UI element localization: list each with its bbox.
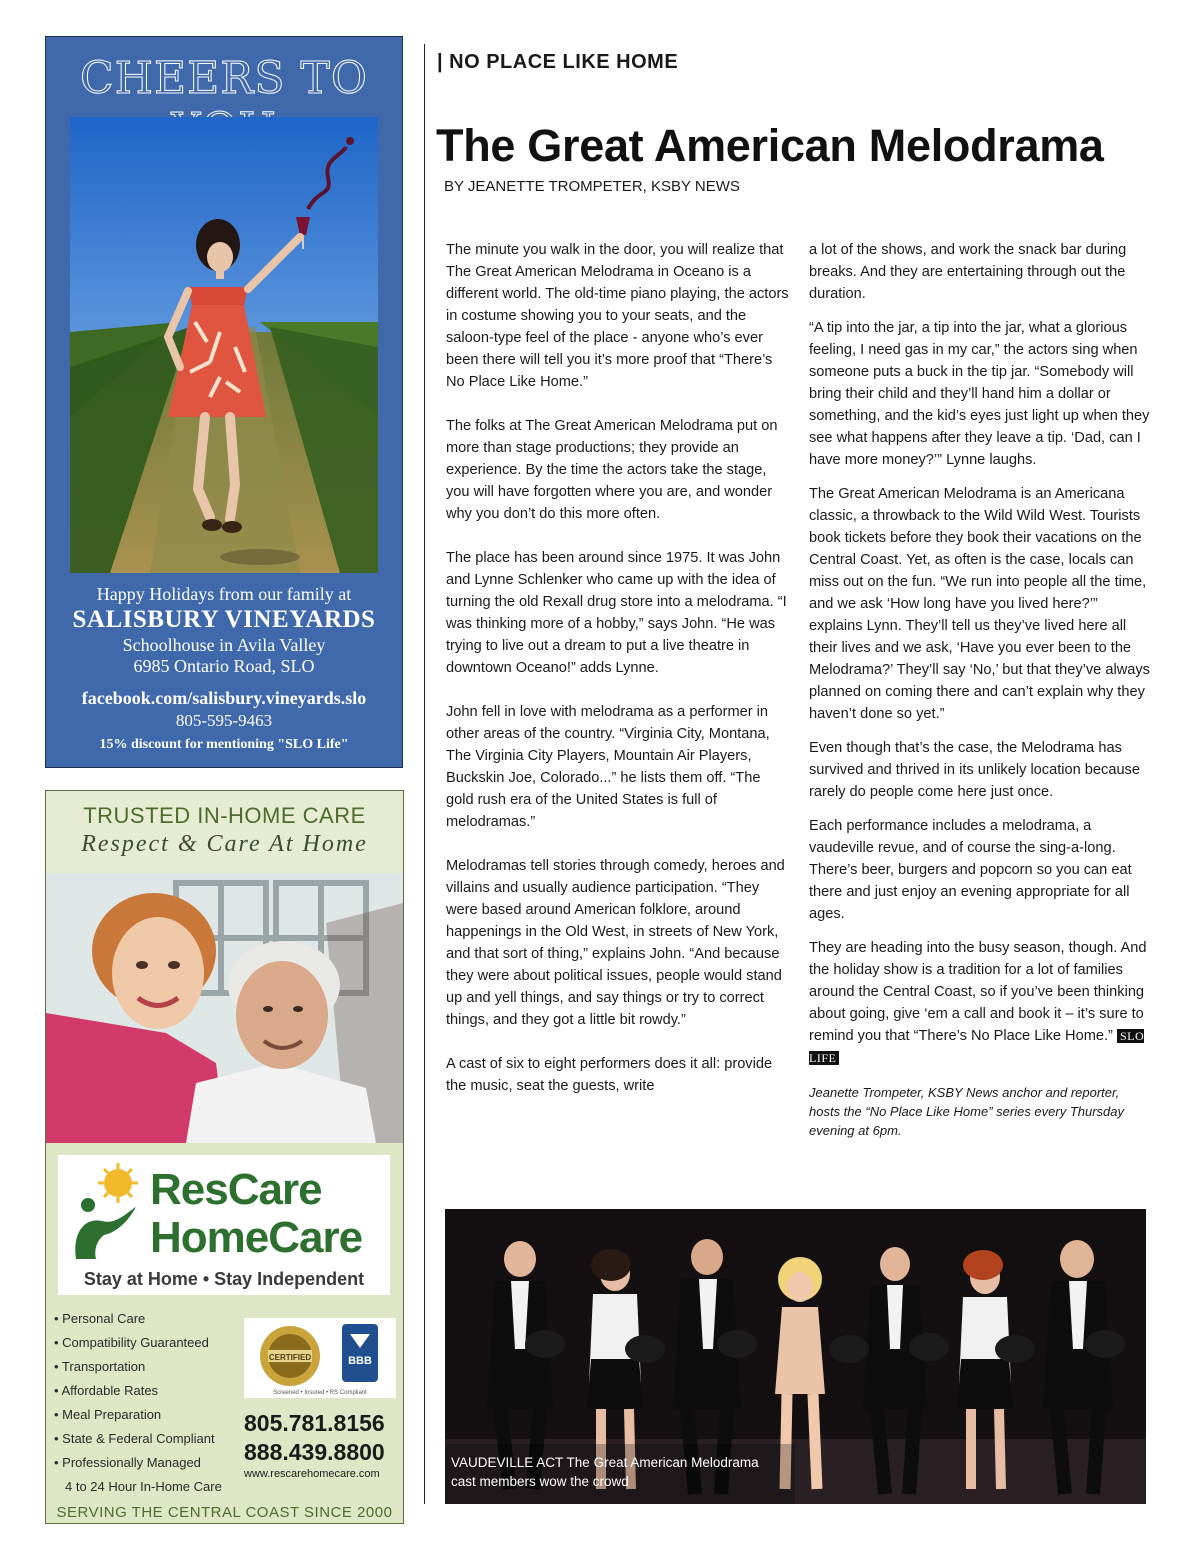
care-ad-footer: SERVING THE CENTRAL COAST SINCE 2000 — [56, 1504, 393, 1521]
bbb-badge-text: BBB — [348, 1355, 372, 1367]
end-mark: SLO LIFE — [809, 1029, 1145, 1065]
brand-tagline: Stay at Home • Stay Independent — [83, 1269, 365, 1289]
final-paragraph-text: They are heading into the busy season, though. And the holiday show is a tradition for a lot of families around the Central Coast, so if you’ve been thinking about going, give ‘em a call and book it – it’s sure to remind you that “There’s No Place Like Home.” — [809, 940, 1147, 1044]
service-item: • Transportation — [54, 1359, 146, 1374]
phone-number-local: 805.781.8156 — [244, 1410, 385, 1436]
badge-caption: Screened • Insured • RS Compliant — [273, 1390, 367, 1396]
rescare-logo-box — [58, 1155, 390, 1295]
section-label: | NO PLACE LIKE HOME — [437, 51, 679, 73]
article-column-left — [446, 239, 791, 1119]
services-list — [54, 1307, 236, 1499]
vaudeville-photo — [445, 1209, 1146, 1504]
vineyard-phone: 805-595-9463 — [175, 711, 273, 730]
vineyard-woman-illustration — [70, 117, 378, 573]
caregiver-and-senior-illustration — [46, 873, 403, 1143]
article-paragraph: The place has been around since 1975. It was John and Lynne Schlenker who came up with the idea of turning the old Rexall drug store into a melodrama. “I was thinking more of a hobby,” says John. “He was trying to live out a dream to put a live theatre in downtown Oceano!” adds Lynne. — [446, 550, 787, 676]
vineyard-address: 6985 Ontario Road, SLO — [133, 656, 315, 676]
article-paragraph: “A tip into the jar, a tip into the jar, what a glorious feeling, I need gas in my car,” the actors sing when someone puts a buck in the tip jar. “Somebody will bring their child and they’ll hand him a dollar or something, and the kid’s eyes just light up when they see what happens after they leave a tip. ‘Dad, can I have more money?’” Lynne laughs. — [809, 320, 1150, 468]
article-paragraph: Melodramas tell stories through comedy, heroes and villains and usually audience participation. “They were based around American folklore, around happenings in the Old West, in streets of New York, and that sort of thing,” explains John. “And because they were about political issues, people would stand up and yell things, and say things or try to correct things, and they got a little bit rowdy.” — [446, 858, 785, 1028]
rescare-logo-icon — [66, 1161, 148, 1261]
service-item: • Affordable Rates — [54, 1383, 159, 1398]
article-paragraph: The minute you walk in the door, you will realize that The Great American Melodrama in Oceano is a different world. The old-time piano playing, the actors in costume showing you to your seats, and the saloon-type feel of the place - anyone who’s ever been there will tell you it’s more proof that “There’s No Place Like Home.” — [446, 242, 789, 390]
website-link[interactable]: www.rescarehomecare.com — [244, 1468, 380, 1480]
rescare-homecare-ad — [45, 790, 404, 1524]
discount-offer: 15% discount for mentioning "SLO Life" — [99, 737, 349, 752]
salisbury-vineyards-ad — [45, 36, 403, 768]
vineyard-info — [46, 583, 402, 760]
service-item: • Professionally Managed — [54, 1455, 201, 1470]
caregiver-photo — [46, 873, 403, 1143]
photo-caption: VAUDEVILLE ACT The Great American Melodrama cast members wow the crowd — [451, 1455, 759, 1489]
article-paragraph: A cast of six to eight performers does it all: provide the music, seat the guests, write — [446, 1056, 773, 1094]
certified-badge-text: CERTIFIED — [268, 1353, 312, 1362]
service-item: • Personal Care — [54, 1311, 146, 1326]
care-ad-title: TRUSTED IN-HOME CARE — [83, 803, 366, 828]
article-paragraph: a lot of the shows, and work the snack bar during breaks. And they are entertaining through out the duration. — [809, 242, 1127, 302]
ad-headline: CHEERS TO — [80, 53, 368, 104]
article-column-right — [809, 239, 1151, 1152]
vineyard-location: Schoolhouse in Avila Valley — [122, 635, 326, 655]
facebook-link[interactable]: facebook.com/salisbury.vineyards.slo — [81, 688, 367, 708]
service-item: 4 to 24 Hour In-Home Care — [65, 1479, 222, 1494]
author-note: Jeanette Trompeter, KSBY News anchor and reporter, hosts the “No Place Like Home” series every Thursday evening at 6pm. — [809, 1085, 1125, 1138]
accreditation-badges — [244, 1318, 396, 1398]
vineyard-photo — [70, 117, 378, 573]
brand-name-line2: HomeCare — [150, 1213, 363, 1262]
holiday-greeting: Happy Holidays from our family at — [96, 584, 352, 604]
service-item: • Meal Preparation — [54, 1407, 162, 1422]
article-paragraph: Each performance includes a melodrama, a vaudeville revue, and of course the sing-a-long. There’s beer, burgers and popcorn so you can eat there and just enjoy an evening appropriate for all ages. — [809, 818, 1132, 922]
care-ad-subtitle: Respect & Care At Home — [81, 831, 368, 857]
article-paragraph: The Great American Melodrama is an Americana classic, a throwback to the Wild Wild West. Tourists book tickets before they book their vacations on the Central Coast. Yet, as often is the case, locals can miss out on the fun. “We run into people all the time, and we ask ‘How long have you lived here?’” explains Lynn. They’ll tell us they’ve lived here all their lives and we ask, ‘Have you ever been to the Melodrama?’ They’ll say ‘No,’ but that they’ve always planned on coming there and can’t explain why they haven’t done so yet.” — [809, 486, 1150, 722]
article-final-paragraph — [809, 937, 1151, 1069]
article-paragraph: John fell in love with melodrama as a performer in other areas of the country. “Virginia City, Montana, The Virginia City Players, Mountain Air Players, Buckskin Joe, Colorado...” he lists them off. “The gold rush era of the United States is full of melodramas.” — [446, 704, 770, 830]
service-item: • State & Federal Compliant — [54, 1431, 215, 1446]
brand-name-line1: ResCare — [150, 1165, 322, 1214]
article-paragraph: The folks at The Great American Melodrama put on more than stage productions; they provide an experience. By the time the actors take the stage, you will have forgotten where you are, and wonder why you don’t do this more often. — [446, 418, 778, 522]
certification-badges-graphic — [244, 1318, 396, 1398]
care-ad-header — [46, 791, 403, 873]
column-divider — [424, 44, 425, 1504]
vineyard-name: SALISBURY VINEYARDS — [72, 606, 376, 633]
article-paragraph: Even though that’s the case, the Melodrama has survived and thrived in its unlikely location because rarely do people come here just once. — [809, 740, 1140, 800]
service-item: • Compatibility Guaranteed — [54, 1335, 209, 1350]
article-title: The Great American Melodrama — [436, 120, 1104, 171]
article-byline: BY JEANETTE TROMPETER, KSBY NEWS — [444, 178, 740, 195]
phone-number-tollfree: 888.439.8800 — [244, 1439, 385, 1465]
